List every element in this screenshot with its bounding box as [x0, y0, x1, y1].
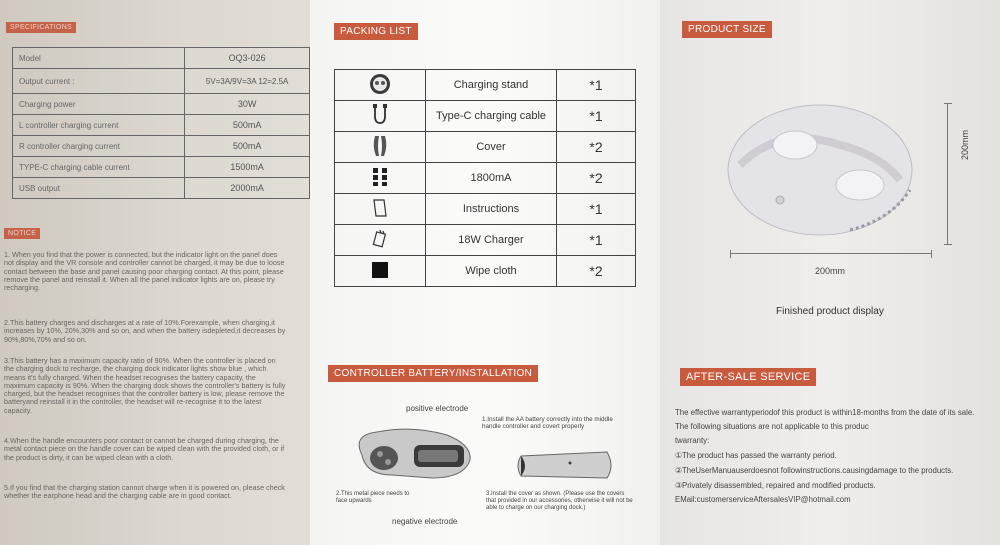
table-row: USB output 2000mA [13, 178, 310, 199]
product-size-panel [660, 0, 1000, 545]
battery-cover-diagram [515, 448, 615, 484]
after-sale-heading: AFTER-SALE SERVICE [680, 368, 816, 386]
table-row: Instructions *1 [335, 194, 636, 225]
install-step-3: 3.Install the cover as shown. (Please use the covers that provided in our accessories, otherwise it will not be able to charge on our charging dock.) [486, 491, 633, 511]
battery-icon [335, 163, 426, 194]
after-sale-line-3: twarranty: [675, 436, 710, 445]
height-dimension-line [944, 103, 952, 245]
width-label: 200mm [815, 266, 846, 276]
table-row: R controller charging current 500mA [13, 136, 310, 157]
after-sale-email: EMail:customerserviceAftersalesVIP@hotmail.com [675, 495, 851, 504]
install-step-1: 1.Install the AA battery correctly into the middle handle controller and covert properly [482, 416, 613, 430]
wipe-cloth-icon [335, 256, 426, 287]
charger-icon [335, 225, 426, 256]
table-row: Model OQ3-026 [13, 48, 310, 69]
packing-table [334, 69, 636, 287]
specifications-table [12, 47, 310, 199]
type-c-cable-icon [335, 101, 426, 132]
notice-heading: NOTICE [4, 228, 40, 239]
installation-heading: CONTROLLER BATTERY/INSTALLATION [328, 365, 538, 382]
after-sale-line-1: The effective warrantyperiodof this product is within18-months from the date of its sale. [675, 408, 975, 417]
table-row: Output current : 5V=3A/9V=3A 12=2.5A [13, 69, 310, 94]
notice-item-2: 2.This battery charges and discharges at a rate of 10%.Forexample, when charging,it increases by 10%, 20%,30% and so on, and when the battery isdepleted,it decreases by 90%,80%,70% and so on. [4, 318, 286, 344]
after-sale-line-4: ①The product has passed the warranty period. [675, 451, 837, 460]
notice-item-4: 4.When the handle encounters poor contact or cannot be charged during charging, the metal contact piece on the handle cover can be wiped clean with the provided cloth, or if the product is dirty, it can be wiped clean with a cloth. [4, 436, 285, 462]
table-row: L controller charging current 500mA [13, 115, 310, 136]
table-row: 18W Charger *1 [335, 225, 636, 256]
height-label: 200mm [960, 129, 970, 160]
table-row: Type-C charging cable *1 [335, 101, 636, 132]
after-sale-line-2: The following situations are not applicable to this produc [675, 422, 869, 431]
table-row: Charging power 30W [13, 94, 310, 115]
negative-electrode-label: negative electrode [392, 517, 458, 526]
width-dimension-line [730, 250, 932, 258]
specifications-heading: SPECIFICATIONS [6, 22, 76, 33]
controller-diagram [352, 420, 477, 490]
product-caption: Finished product display [776, 306, 884, 317]
notice-item-5: 5.If you find that the charging station cannot charge when it is powered on, please check whether the earphone head and the charging cable are in good contact. [4, 483, 285, 501]
table-row: Cover *2 [335, 132, 636, 163]
table-row: 1800mA *2 [335, 163, 636, 194]
specifications-panel [0, 0, 310, 545]
install-step-2: 2.This metal piece needs to face upwards [336, 491, 410, 504]
charging-stand-icon [335, 70, 426, 101]
table-row: Charging stand *1 [335, 70, 636, 101]
notice-item-3: 3.This battery has a maximum capacity ratio of 90%. When the controller is placed on the charging dock to recharge, the charging dock indicator lights show blue , which means it's fully charged. When the headset recognises the battery capacity, the maximum capacity is 90%. When the charging dock shows the controller's battery is fully charged, but the headset recognises that the controller battery is low, please remove the batteryand reinstall it in the controller, the headset will re-recognise it to the latest capacity. [4, 356, 286, 415]
table-row: TYPE-C charging cable current 1500mA [13, 157, 310, 178]
packing-list-heading: PACKING LIST [334, 23, 418, 40]
notice-item-1: 1. When you find that the power is connected, but the indicator light on the panel does not display and the VR console and controller cannot be charged, it may be due to loose contact between the base and panel causing poor charging contact. At this point, please remove the panel and reinstall it. When all the panel indicator lights are on, please try recharging. [4, 250, 285, 293]
after-sale-line-5: ②TheUserManuauserdoesnot followinstructions.causingdamage to the products. [675, 466, 954, 475]
cover-icon [335, 132, 426, 163]
positive-electrode-label: positive electrode [406, 404, 469, 413]
product-image [720, 95, 920, 245]
after-sale-line-6: ③Privately disassembled, repaired and modified products. [675, 481, 876, 490]
packing-panel [310, 0, 660, 545]
table-row: Wipe cloth *2 [335, 256, 636, 287]
instructions-icon [335, 194, 426, 225]
product-size-heading: PRODUCT SIZE [682, 21, 772, 38]
